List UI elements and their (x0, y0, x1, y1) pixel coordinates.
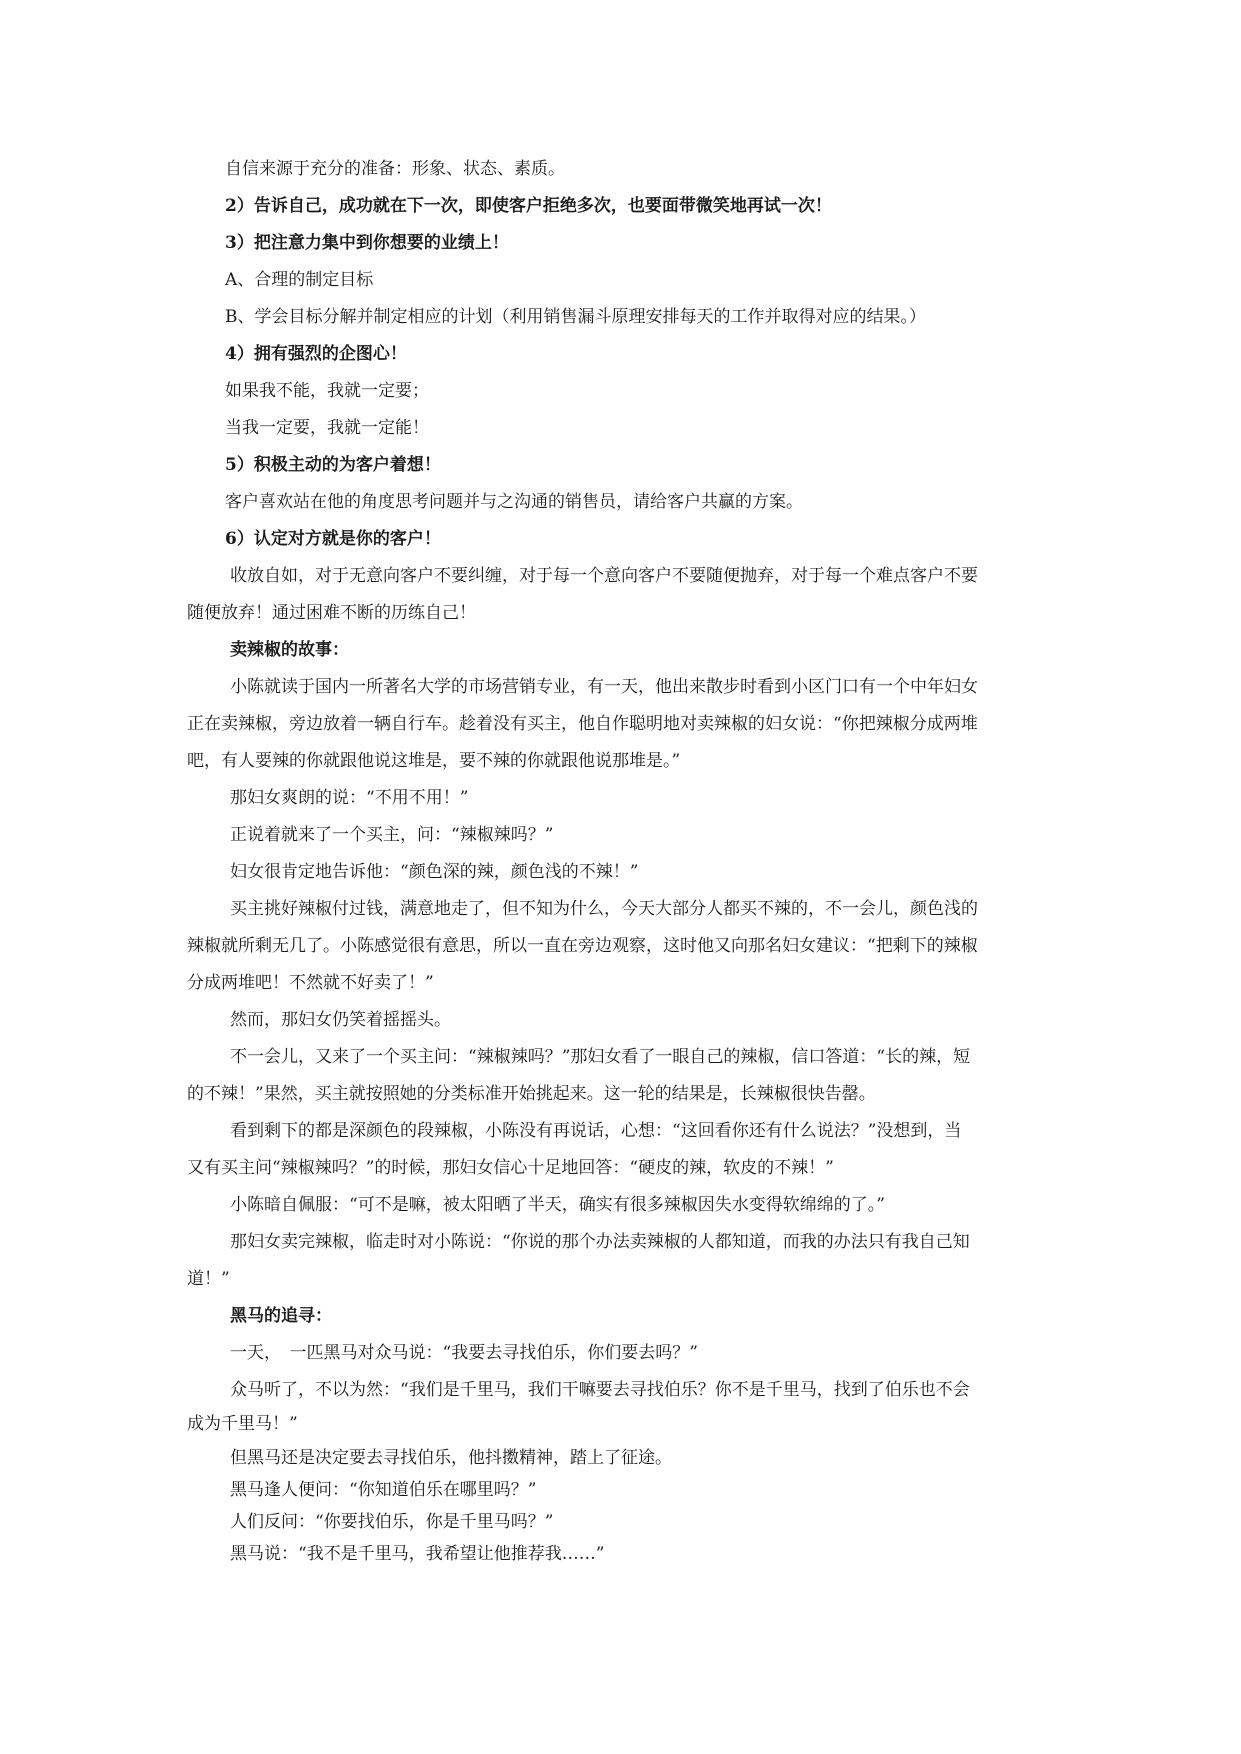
paragraph-line: 但黑马还是决定要去寻找伯乐，他抖擞精神，踏上了征途。 (230, 1448, 672, 1468)
heading-tip-6: 6）认定对方就是你的客户！ (225, 529, 441, 549)
paragraph-line: B、学会目标分解并制定相应的计划（利用销售漏斗原理安排每天的工作并取得对应的结果。） (225, 307, 926, 327)
paragraph-line: 不一会儿，又来了一个买主问：“辣椒辣吗？”那妇女看了一眼自己的辣椒，信口答道：“长的辣，短 (230, 1047, 971, 1067)
paragraph-line: 正说着就来了一个买主，问：“辣椒辣吗？” (230, 825, 554, 845)
paragraph-line: 客户喜欢站在他的角度思考问题并与之沟通的销售员，请给客户共赢的方案。 (225, 492, 803, 512)
paragraph-line: 小陈就读于国内一所著名大学的市场营销专业，有一天，他出来散步时看到小区门口有一个中年妇女 (230, 677, 978, 697)
paragraph-line: 当我一定要，我就一定能！ (225, 418, 429, 438)
story-title-pepper: 卖辣椒的故事： (230, 640, 349, 660)
paragraph-line: 自信来源于充分的准备：形象、状态、素质。 (225, 159, 565, 179)
paragraph-line: 那妇女卖完辣椒，临走时对小陈说：“你说的那个办法卖辣椒的人都知道，而我的办法只有我自己知 (230, 1232, 970, 1252)
story-title-black-horse: 黑马的追寻： (230, 1306, 332, 1326)
heading-tip-2: 2）告诉自己，成功就在下一次，即使客户拒绝多次，也要面带微笑地再试一次！ (225, 196, 832, 216)
paragraph-line: 一天， 一匹黑马对众马说：“我要去寻找伯乐，你们要去吗？” (230, 1343, 698, 1363)
paragraph-line: 看到剩下的都是深颜色的段辣椒，小陈没有再说话，心想：“这回看你还有什么说法？”没想到，当 (230, 1121, 962, 1141)
paragraph-line: 的不辣！”果然，买主就按照她的分类标准开始挑起来。这一轮的结果是，长辣椒很快告罄。 (187, 1084, 876, 1104)
paragraph-line: 收放自如，对于无意向客户不要纠缠，对于每一个意向客户不要随便抛弃，对于每一个难点客户不要 (230, 566, 978, 586)
paragraph-line: 吧，有人要辣的你就跟他说这堆是，要不辣的你就跟他说那堆是。” (187, 751, 681, 771)
heading-tip-4: 4）拥有强烈的企图心！ (225, 344, 407, 364)
paragraph-line: 辣椒就所剩无几了。小陈感觉很有意思，所以一直在旁边观察，这时他又向那名妇女建议：“把剩下的辣椒 (187, 936, 978, 956)
paragraph-line: 那妇女爽朗的说：“不用不用！” (230, 788, 469, 808)
paragraph-line: 然而，那妇女仍笑着摇摇头。 (230, 1010, 451, 1030)
paragraph-line: 黑马说：“我不是千里马，我希望让他推荐我……” (230, 1544, 605, 1564)
paragraph-line: 又有买主问“辣椒辣吗？”的时候，那妇女信心十足地回答：“硬皮的辣，软皮的不辣！” (187, 1158, 834, 1178)
paragraph-line: 正在卖辣椒，旁边放着一辆自行车。趁着没有买主，他自作聪明地对卖辣椒的妇女说：“你把辣椒分成两堆 (187, 714, 978, 734)
paragraph-line: 如果我不能，我就一定要； (225, 381, 429, 401)
paragraph-line: 妇女很肯定地告诉他：“颜色深的辣，颜色浅的不辣！” (230, 862, 639, 882)
paragraph-line: 成为千里马！” (187, 1414, 298, 1434)
paragraph-line: A、合理的制定目标 (225, 270, 374, 290)
paragraph-line: 小陈暗自佩服：“可不是嘛，被太阳晒了半天，确实有很多辣椒因失水变得软绵绵的了。” (230, 1195, 885, 1215)
heading-tip-3: 3）把注意力集中到你想要的业绩上！ (225, 233, 509, 253)
paragraph-line: 黑马逢人便问：“你知道伯乐在哪里吗？” (230, 1480, 537, 1500)
paragraph-line: 随便放弃！通过困难不断的历练自己！ (187, 603, 476, 623)
paragraph-line: 众马听了，不以为然：“我们是千里马，我们干嘛要去寻找伯乐？你不是千里马，找到了伯乐也不会 (230, 1380, 970, 1400)
paragraph-line: 买主挑好辣椒付过钱，满意地走了，但不知为什么，今天大部分人都买不辣的，不一会儿，颜色浅的 (230, 899, 978, 919)
paragraph-line: 道！” (187, 1269, 230, 1289)
heading-tip-5: 5）积极主动的为客户着想！ (225, 455, 441, 475)
paragraph-line: 人们反问：“你要找伯乐，你是千里马吗？” (230, 1512, 554, 1532)
paragraph-line: 分成两堆吧！不然就不好卖了！” (187, 973, 434, 993)
